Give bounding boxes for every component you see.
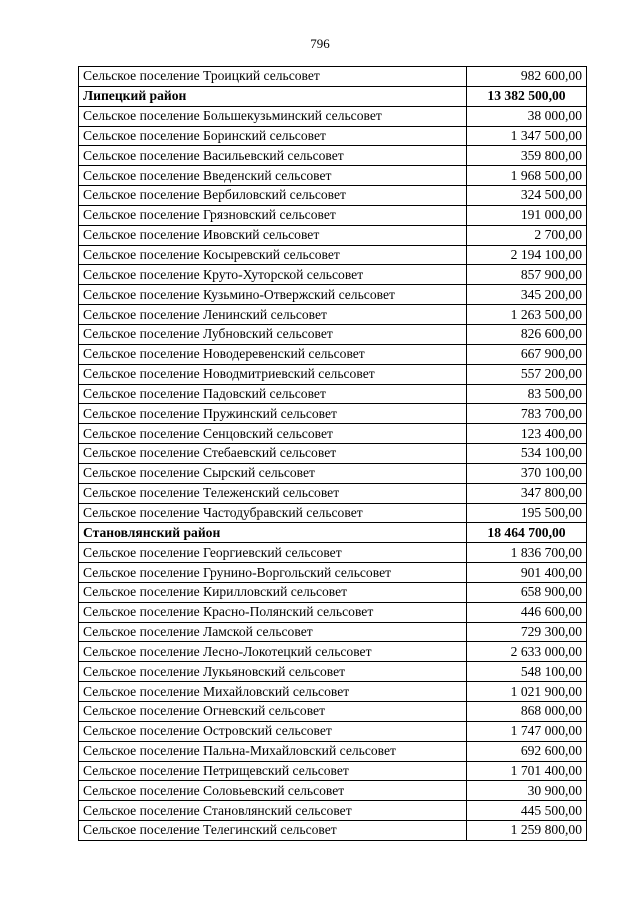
settlement-name: Сельское поселение Стебаевский сельсовет xyxy=(79,444,467,464)
district-total: 13 382 500,00 xyxy=(467,86,587,106)
amount-cell: 548 100,00 xyxy=(467,662,587,682)
amount-cell: 1 263 500,00 xyxy=(467,305,587,325)
table-row xyxy=(79,404,587,424)
table-row xyxy=(79,245,587,265)
table-row xyxy=(79,622,587,642)
table-row xyxy=(79,702,587,722)
table-row xyxy=(79,285,587,305)
table-row xyxy=(79,444,587,464)
table-row xyxy=(79,146,587,166)
table-row xyxy=(79,305,587,325)
amount-cell: 370 100,00 xyxy=(467,463,587,483)
table-row xyxy=(79,662,587,682)
amount-cell: 123 400,00 xyxy=(467,424,587,444)
amount-cell: 195 500,00 xyxy=(467,503,587,523)
table-row xyxy=(79,225,587,245)
amount-cell: 191 000,00 xyxy=(467,205,587,225)
amount-cell: 857 900,00 xyxy=(467,265,587,285)
table-row xyxy=(79,642,587,662)
amount-cell: 2 194 100,00 xyxy=(467,245,587,265)
amount-cell: 445 500,00 xyxy=(467,801,587,821)
amount-cell: 347 800,00 xyxy=(467,483,587,503)
amount-cell: 83 500,00 xyxy=(467,384,587,404)
district-name: Становлянский район xyxy=(79,523,467,543)
settlement-name: Сельское поселение Круто-Хуторской сельсовет xyxy=(79,265,467,285)
table-row xyxy=(79,602,587,622)
table-row xyxy=(79,324,587,344)
table-row xyxy=(79,801,587,821)
settlement-name: Сельское поселение Красно-Полянский сельсовет xyxy=(79,602,467,622)
settlement-name: Сельское поселение Сырский сельсовет xyxy=(79,463,467,483)
table-row xyxy=(79,384,587,404)
amount-cell: 534 100,00 xyxy=(467,444,587,464)
amount-cell: 30 900,00 xyxy=(467,781,587,801)
settlement-name: Сельское поселение Островский сельсовет xyxy=(79,721,467,741)
table-row xyxy=(79,721,587,741)
amount-cell: 1 021 900,00 xyxy=(467,682,587,702)
settlement-name: Сельское поселение Становлянский сельсовет xyxy=(79,801,467,821)
amount-cell: 658 900,00 xyxy=(467,582,587,602)
settlement-name: Сельское поселение Соловьевский сельсовет xyxy=(79,781,467,801)
table-row xyxy=(79,106,587,126)
settlement-name: Сельское поселение Лубновский сельсовет xyxy=(79,324,467,344)
table-row xyxy=(79,67,587,87)
table-row xyxy=(79,166,587,186)
table-row xyxy=(79,205,587,225)
settlement-name: Сельское поселение Новодеревенский сельсовет xyxy=(79,344,467,364)
table-row xyxy=(79,126,587,146)
settlement-name: Сельское поселение Вербиловский сельсовет xyxy=(79,186,467,206)
page-number: 796 xyxy=(310,36,330,51)
table-row xyxy=(79,821,587,841)
settlement-name: Сельское поселение Введенский сельсовет xyxy=(79,166,467,186)
amount-cell: 1 747 000,00 xyxy=(467,721,587,741)
allocation-table xyxy=(78,66,587,841)
table-row xyxy=(79,781,587,801)
table-row xyxy=(79,186,587,206)
amount-cell: 2 633 000,00 xyxy=(467,642,587,662)
settlement-name: Сельское поселение Михайловский сельсовет xyxy=(79,682,467,702)
amount-cell: 982 600,00 xyxy=(467,67,587,87)
amount-cell: 324 500,00 xyxy=(467,186,587,206)
amount-cell: 1 347 500,00 xyxy=(467,126,587,146)
amount-cell: 667 900,00 xyxy=(467,344,587,364)
table-row xyxy=(79,741,587,761)
settlement-name: Сельское поселение Новодмитриевский сельсовет xyxy=(79,364,467,384)
table-row xyxy=(79,424,587,444)
amount-cell: 826 600,00 xyxy=(467,324,587,344)
amount-cell: 868 000,00 xyxy=(467,702,587,722)
amount-cell: 359 800,00 xyxy=(467,146,587,166)
amount-cell: 783 700,00 xyxy=(467,404,587,424)
settlement-name: Сельское поселение Пружинский сельсовет xyxy=(79,404,467,424)
district-name: Липецкий район xyxy=(79,86,467,106)
settlement-name: Сельское поселение Косыревский сельсовет xyxy=(79,245,467,265)
settlement-name: Сельское поселение Ламской сельсовет xyxy=(79,622,467,642)
amount-cell: 38 000,00 xyxy=(467,106,587,126)
table-row xyxy=(79,582,587,602)
settlement-name: Сельское поселение Телегинский сельсовет xyxy=(79,821,467,841)
settlement-name: Сельское поселение Грунино-Воргольский сельсовет xyxy=(79,563,467,583)
settlement-name: Сельское поселение Кирилловский сельсовет xyxy=(79,582,467,602)
settlement-name: Сельское поселение Сенцовский сельсовет xyxy=(79,424,467,444)
settlement-name: Сельское поселение Частодубравский сельсовет xyxy=(79,503,467,523)
table-row xyxy=(79,344,587,364)
settlement-name: Сельское поселение Падовский сельсовет xyxy=(79,384,467,404)
settlement-name: Сельское поселение Большекузьминский сельсовет xyxy=(79,106,467,126)
settlement-name: Сельское поселение Грязновский сельсовет xyxy=(79,205,467,225)
table-row xyxy=(79,463,587,483)
table-row xyxy=(79,364,587,384)
amount-cell: 1 701 400,00 xyxy=(467,761,587,781)
settlement-name: Сельское поселение Огневский сельсовет xyxy=(79,702,467,722)
settlement-name: Сельское поселение Тележенский сельсовет xyxy=(79,483,467,503)
table-row xyxy=(79,483,587,503)
amount-cell: 557 200,00 xyxy=(467,364,587,384)
settlement-name: Сельское поселение Боринский сельсовет xyxy=(79,126,467,146)
table-row xyxy=(79,563,587,583)
table-row xyxy=(79,682,587,702)
district-row xyxy=(79,86,587,106)
table-row xyxy=(79,265,587,285)
settlement-name: Сельское поселение Пальна-Михайловский сельсовет xyxy=(79,741,467,761)
amount-cell: 1 259 800,00 xyxy=(467,821,587,841)
amount-cell: 1 836 700,00 xyxy=(467,543,587,563)
amount-cell: 692 600,00 xyxy=(467,741,587,761)
settlement-name: Сельское поселение Георгиевский сельсовет xyxy=(79,543,467,563)
settlement-name: Сельское поселение Васильевский сельсовет xyxy=(79,146,467,166)
settlement-name: Сельское поселение Лукьяновский сельсовет xyxy=(79,662,467,682)
district-row xyxy=(79,523,587,543)
table-body xyxy=(79,67,587,841)
settlement-name: Сельское поселение Ленинский сельсовет xyxy=(79,305,467,325)
table-row xyxy=(79,503,587,523)
settlement-name: Сельское поселение Кузьмино-Отвержский сельсовет xyxy=(79,285,467,305)
settlement-name: Сельское поселение Троицкий сельсовет xyxy=(79,67,467,87)
amount-cell: 1 968 500,00 xyxy=(467,166,587,186)
amount-cell: 901 400,00 xyxy=(467,563,587,583)
settlement-name: Сельское поселение Лесно-Локотецкий сельсовет xyxy=(79,642,467,662)
amount-cell: 345 200,00 xyxy=(467,285,587,305)
amount-cell: 2 700,00 xyxy=(467,225,587,245)
table-row xyxy=(79,761,587,781)
amount-cell: 729 300,00 xyxy=(467,622,587,642)
district-total: 18 464 700,00 xyxy=(467,523,587,543)
amount-cell: 446 600,00 xyxy=(467,602,587,622)
table-row xyxy=(79,543,587,563)
settlement-name: Сельское поселение Петрищевский сельсовет xyxy=(79,761,467,781)
settlement-name: Сельское поселение Ивовский сельсовет xyxy=(79,225,467,245)
